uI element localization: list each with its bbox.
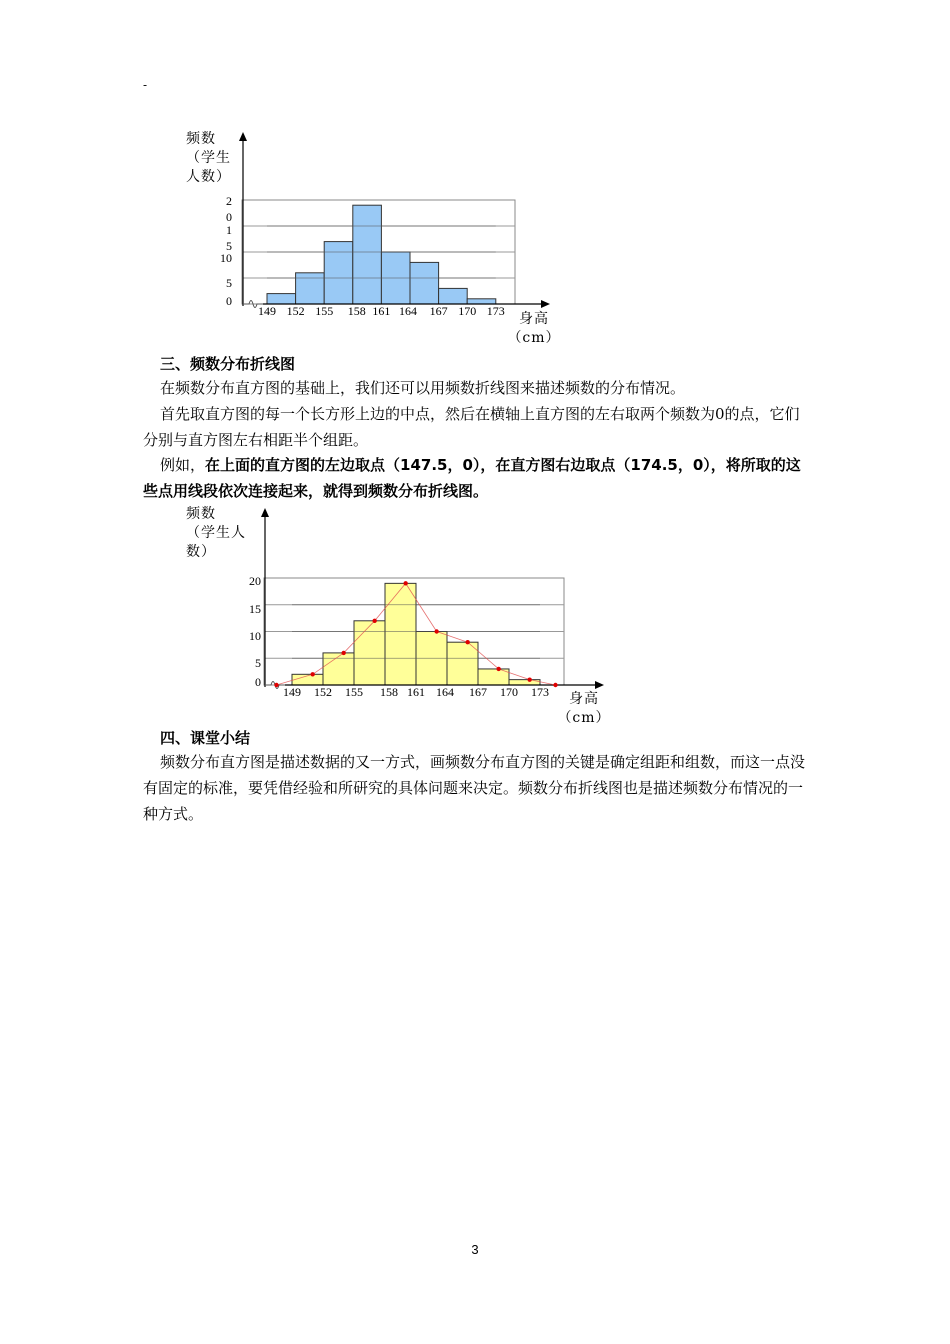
section4-paragraph-1: 频数分布直方图是描述数据的又一方式，画频数分布直方图的关键是确定组距和组数，而这一点没有固定的标准，要凭借经验和所研究的具体问题来决定。频数分布折线图也是描述频数分布情况的一种方式。 bbox=[143, 753, 806, 823]
chart1-y-tick-label: 5 bbox=[226, 239, 232, 253]
chart2-x-tick-label: 170 bbox=[500, 685, 518, 699]
chart2-bar bbox=[323, 653, 354, 685]
chart2-x-tick-label: 161 bbox=[407, 685, 425, 699]
frequency-polygon-point bbox=[527, 677, 531, 681]
chart1-x-tick-label: 161 bbox=[372, 304, 391, 318]
chart1-x-tick-label: 155 bbox=[315, 304, 334, 318]
chart2-y-tick-label: 5 bbox=[255, 656, 261, 670]
chart1-y-tick-label: 2 bbox=[226, 194, 232, 208]
chart2-x-tick-label: 152 bbox=[314, 685, 332, 699]
chart2-y-tick-label: 0 bbox=[255, 675, 261, 689]
frequency-polygon-point bbox=[403, 581, 407, 585]
chart1-plot-frame bbox=[242, 200, 515, 304]
section4-heading: 四、课堂小结 bbox=[160, 729, 251, 747]
chart1-bar bbox=[381, 252, 410, 304]
frequency-polygon-point bbox=[274, 683, 278, 687]
stray-mark: - bbox=[143, 78, 148, 92]
frequency-polygon-point bbox=[310, 672, 314, 676]
section3-paragraph-1: 在频数分布直方图的基础上，我们还可以用频数折线图来描述频数的分布情况。 bbox=[160, 379, 686, 397]
chart2-bar bbox=[354, 621, 385, 685]
chart1-axis-break bbox=[243, 301, 263, 308]
chart2-y-axis-arrow bbox=[261, 508, 269, 517]
chart2-x-tick-label: 149 bbox=[283, 685, 301, 699]
chart2-bar bbox=[385, 583, 416, 685]
chart1-x-tick-label: 149 bbox=[258, 304, 276, 318]
chart2-x-axis-arrow bbox=[595, 681, 604, 689]
chart2-bar bbox=[447, 642, 478, 685]
chart1-y-tick-label: 1 bbox=[226, 223, 232, 237]
section3-paragraph-2: 首先取直方图的每一个长方形上边的中点，然后在横轴上直方图的左右取两个频数为0的点，它们分别与直方图左右相距半个组距。 bbox=[143, 405, 800, 449]
chart2-y-tick-label: 15 bbox=[249, 602, 261, 616]
chart2-y-tick-label: 20 bbox=[249, 574, 261, 588]
chart1-x-tick-label: 164 bbox=[399, 304, 417, 318]
frequency-polygon-point bbox=[553, 683, 557, 687]
chart2-x-tick-label: 155 bbox=[345, 685, 363, 699]
chart1-x-tick-label: 158 bbox=[347, 304, 366, 318]
chart2-bar bbox=[416, 632, 447, 686]
frequency-polygon-point bbox=[496, 667, 500, 671]
chart1-x-axis-label: 身高 （cm） bbox=[507, 311, 561, 346]
chart1-y-tick-label: 0 bbox=[226, 210, 232, 224]
chart1-bar bbox=[353, 205, 382, 304]
frequency-polygon-point bbox=[434, 629, 438, 633]
frequency-polygon-point bbox=[341, 651, 345, 655]
chart1-y-tick-label: 10 bbox=[220, 251, 232, 265]
chart2-bar bbox=[292, 674, 323, 685]
chart1-bar bbox=[324, 242, 353, 304]
chart1-y-tick-label: 0 bbox=[226, 294, 232, 308]
chart1-x-tick-label: 170 bbox=[458, 304, 477, 318]
chart2-plot-frame bbox=[264, 578, 564, 685]
chart1-bar bbox=[410, 262, 439, 304]
chart2-axis-break bbox=[265, 682, 285, 689]
page-number: 3 bbox=[471, 1242, 479, 1257]
chart2-y-tick-label: 10 bbox=[249, 629, 261, 643]
chart2-bar bbox=[509, 680, 540, 685]
chart2-x-tick-label: 173 bbox=[531, 685, 549, 699]
chart1-y-axis-arrow bbox=[239, 132, 247, 141]
chart1-bar bbox=[439, 288, 468, 304]
frequency-polygon-point bbox=[465, 640, 469, 644]
frequency-polygon-point bbox=[372, 619, 376, 623]
chart2-x-tick-label: 164 bbox=[436, 685, 454, 699]
section3-paragraph-3: 例如，在上面的直方图的左边取点（147.5，0），在直方图右边取点（174.5，0），将所取的这些点用线段依次连接起来，就得到频数分布折线图。 bbox=[143, 456, 801, 500]
section3-heading: 三、频数分布折线图 bbox=[160, 355, 296, 373]
chart1-bar bbox=[267, 294, 296, 304]
chart1-x-tick-label: 167 bbox=[429, 304, 448, 318]
chart1-y-axis-label: 频数 （学生 人数） bbox=[186, 131, 231, 185]
frequency-polygon-line bbox=[277, 583, 556, 685]
chart1-x-axis-arrow bbox=[541, 300, 550, 308]
chart1-bar bbox=[467, 299, 496, 304]
chart2-x-axis-label: 身高 （cm） bbox=[557, 691, 611, 726]
chart2-x-tick-label: 167 bbox=[469, 685, 487, 699]
chart1-x-tick-label: 173 bbox=[486, 304, 505, 318]
chart1-y-tick-label: 5 bbox=[226, 276, 232, 290]
chart2-y-axis-label: 频数 （学生人 数） bbox=[186, 506, 246, 560]
chart2-x-tick-label: 158 bbox=[380, 685, 398, 699]
chart1-x-tick-label: 152 bbox=[286, 304, 305, 318]
chart2-bar bbox=[478, 669, 509, 685]
chart1-bar bbox=[296, 273, 325, 304]
